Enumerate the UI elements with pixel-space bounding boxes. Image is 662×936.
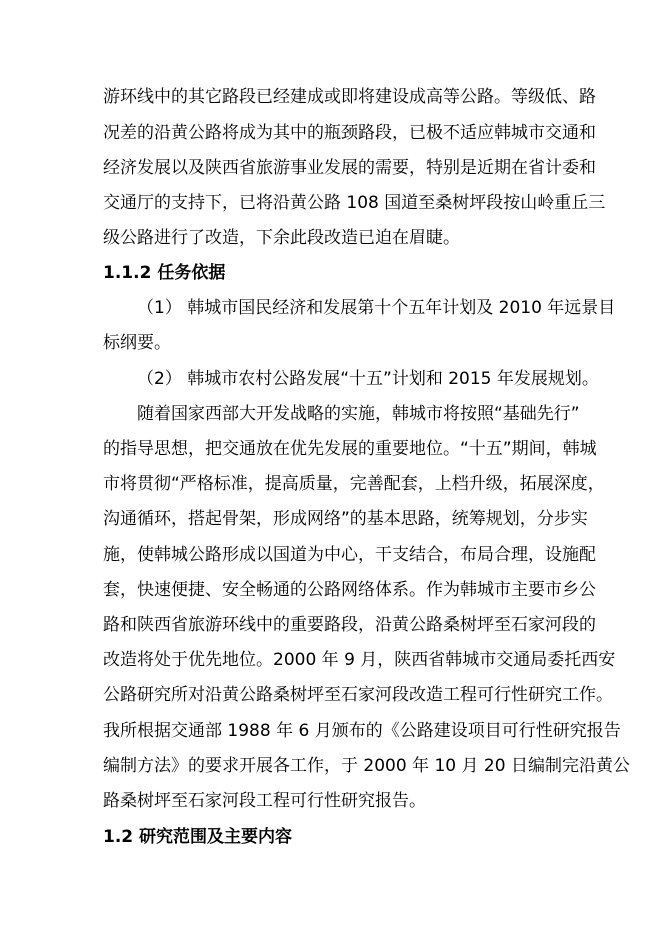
list-item-1-line-2: 标纲要。	[103, 333, 171, 353]
paragraph-2-line-2: 的指导思想，把交通放在优先发展的重要地位。“十五”期间，韩城	[103, 439, 597, 459]
paragraph-2-line-12: 路桑树坪至石家河段工程可行性研究报告。	[103, 791, 426, 811]
paragraph-2-line-10: 我所根据交通部 1988 年 6 月颁布的《公路建设项目可行性研究报告	[103, 721, 621, 741]
list-item-1-line-1: （1） 韩城市国民经济和发展第十个五年计划及 2010 年远景目	[137, 298, 616, 318]
list-item-2: （2） 韩城市农村公路发展“十五”计划和 2015 年发展规划。	[137, 369, 599, 389]
paragraph-2-line-6: 套，快速便捷、安全畅通的公路网络体系。作为韩城市主要市乡公	[103, 580, 596, 600]
paragraph-line-2: 况差的沿黄公路将成为其中的瓶颈路段，已极不适应韩城市交通和	[103, 123, 596, 143]
paragraph-2-line-3: 市将贯彻“严格标准，提高质量，完善配套，上档升级，拓展深度，	[103, 474, 605, 494]
paragraph-line-1: 游环线中的其它路段已经建成或即将建设成高等公路。等级低、路	[103, 87, 596, 107]
section-heading-1-2: 1.2 研究范围及主要内容	[103, 827, 293, 847]
paragraph-2-line-11: 编制方法》的要求开展各工作，于 2000 年 10 月 20 日编制完沿黄公	[103, 756, 630, 776]
paragraph-2-line-7: 路和陕西省旅游环线中的重要路段，沿黄公路桑树坪至石家河段的	[103, 615, 596, 635]
paragraph-2-line-8: 改造将处于优先地位。2000 年 9 月，陕西省韩城市交通局委托西安	[103, 650, 616, 670]
paragraph-line-3: 经济发展以及陕西省旅游事业发展的需要，特别是近期在省计委和	[103, 158, 596, 178]
paragraph-2-line-9: 公路研究所对沿黄公路桑树坪至石家河段改造工程可行性研究工作。	[103, 685, 613, 705]
paragraph-line-4: 交通厅的支持下，已将沿黄公路 108 国道至桑树坪段按山岭重丘三	[103, 193, 606, 213]
paragraph-line-5: 级公路进行了改造，下余此段改造已迫在眉睫。	[103, 228, 460, 248]
paragraph-2-line-4: 沟通循环，搭起骨架，形成网络”的基本思路，统筹规划，分步实	[103, 509, 588, 529]
paragraph-2-line-1: 随着国家西部大开发战略的实施，韩城市将按照“基础先行”	[137, 404, 580, 424]
paragraph-2-line-5: 施，使韩城公路形成以国道为中心，干支结合，布局合理，设施配	[103, 545, 596, 565]
section-heading-1-1-2: 1.1.2 任务依据	[103, 263, 226, 283]
